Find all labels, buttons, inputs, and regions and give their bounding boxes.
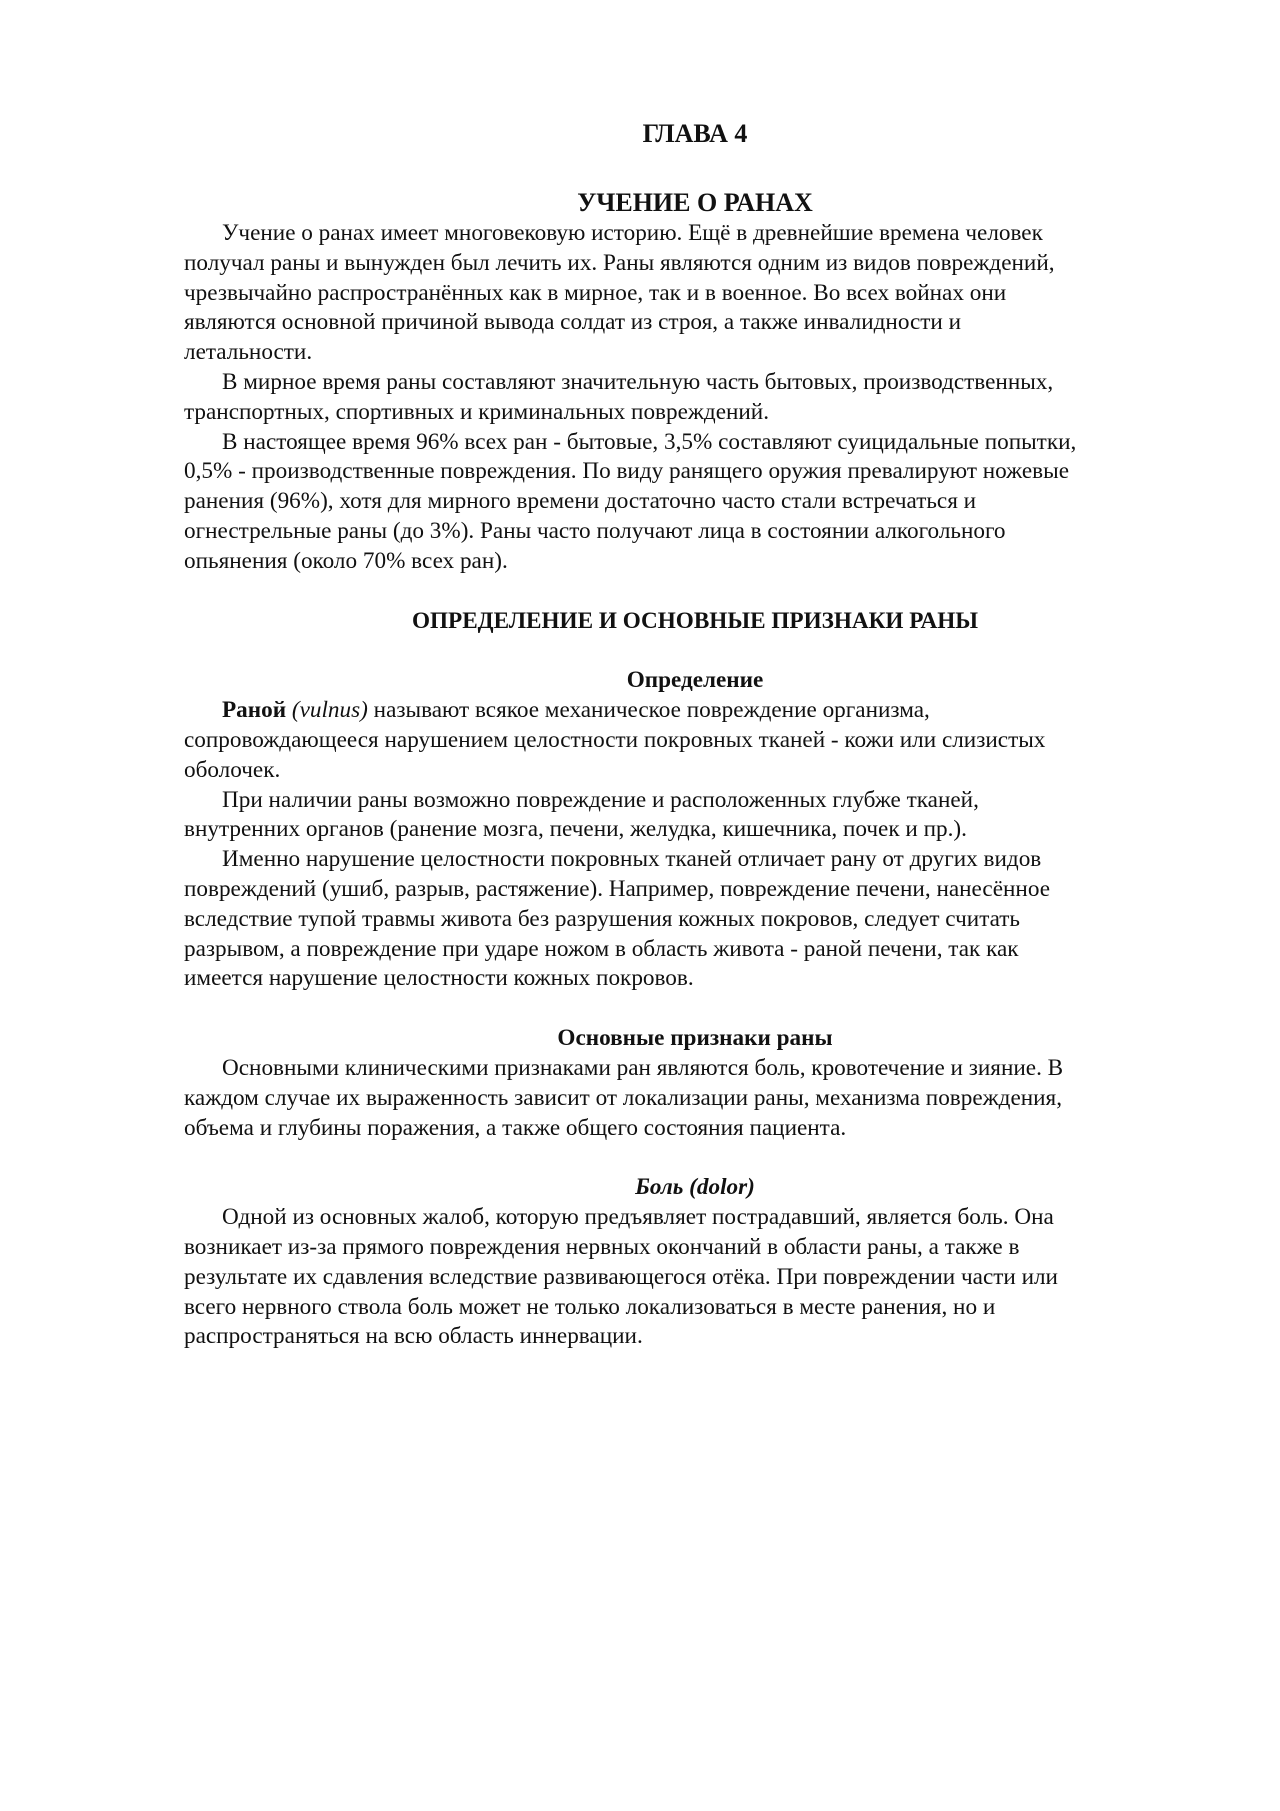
pain-heading: Боль (dolor): [635, 1174, 755, 1201]
text-line: огнестрельные раны (до 3%). Раны часто получают лица в состоянии алкогольного: [184, 517, 1006, 544]
text-line: являются основной причиной вывода солдат из строя, а также инвалидности и: [184, 309, 962, 336]
text-line: В мирное время раны составляют значительную часть бытовых, производственных,: [222, 368, 1054, 395]
definition-heading: Определение: [626, 667, 764, 694]
text-line: вследствие тупой травмы живота без разрушения кожных покровов, следует считать: [184, 905, 1021, 932]
definition-paragraph: [184, 696, 1184, 785]
definition-first-line: [184, 696, 1184, 726]
document-page: [184, 118, 1184, 1352]
text-line: объема и глубины поражения, а также общего состояния пациента.: [184, 1114, 847, 1141]
text-line: получал раны и вынужден был лечить их. Раны являются одним из видов повреждений,: [184, 249, 1055, 276]
text-line: результате их сдавления вследствие развивающегося отёка. При повреждении части или: [184, 1263, 1058, 1290]
pain-paragraph: [184, 1203, 1184, 1352]
text-line: ранения (96%), хотя для мирного времени достаточно часто стали встречаться и: [184, 488, 977, 515]
depth-paragraph: [184, 786, 1184, 846]
text-line: транспортных, спортивных и криминальных повреждений.: [184, 398, 770, 425]
intro-paragraph-2: [184, 368, 1184, 428]
text-line: разрывом, а повреждение при ударе ножом в область живота - раной печени, так как: [184, 935, 1019, 962]
text-line: летальности.: [184, 339, 313, 366]
intro-paragraph-1: [184, 219, 1184, 368]
text-line: опьянения (около 70% всех ран).: [184, 547, 508, 574]
text-line: возникает из-за прямого повреждения нервных окончаний в области раны, а также в: [184, 1233, 1020, 1260]
signs-heading: Основные признаки раны: [557, 1025, 833, 1052]
definition-text: называют всякое механическое повреждение организма,: [367, 697, 930, 724]
section-title: ОПРЕДЕЛЕНИЕ И ОСНОВНЫЕ ПРИЗНАКИ РАНЫ: [411, 607, 979, 634]
definition-latin: (vulnus): [291, 697, 368, 724]
text-line: 0,5% - производственные повреждения. По виду ранящего оружия превалируют ножевые: [184, 458, 1069, 485]
text-line: имеется нарушение целостности кожных покровов.: [184, 965, 694, 992]
chapter-title: УЧЕНИЕ О РАНАХ: [577, 188, 813, 217]
chapter-number: ГЛАВА 4: [642, 119, 748, 148]
distinction-paragraph: [184, 845, 1184, 994]
text-line: распространяться на всю область иннервации.: [184, 1323, 643, 1350]
text-line: В настоящее время 96% всех ран - бытовые, 3,5% составляют суицидальные попытки,: [222, 428, 1077, 455]
text-line: повреждений (ушиб, разрыв, растяжение). Например, повреждение печени, нанесённое: [184, 875, 1050, 902]
text-line: оболочек.: [184, 756, 281, 783]
text-line: Именно нарушение целостности покровных тканей отличает рану от других видов: [222, 846, 1042, 873]
text-line: Учение о ранах имеет многовековую историю. Ещё в древнейшие времена человек: [222, 220, 1043, 246]
signs-paragraph: [184, 1054, 1184, 1143]
text-line: внутренних органов (ранение мозга, печени, желудка, кишечника, почек и пр.).: [184, 816, 967, 843]
text-line: Одной из основных жалоб, которую предъявляет пострадавший, является боль. Она: [222, 1204, 1054, 1231]
definition-term: Раной: [222, 697, 287, 724]
text-line: сопровождающееся нарушением целостности покровных тканей - кожи или слизистых: [184, 726, 1046, 753]
text-line: При наличии раны возможно повреждение и расположенных глубже тканей,: [222, 786, 979, 813]
text-line: Основными клиническими признаками ран являются боль, кровотечение и зияние. В: [222, 1054, 1064, 1081]
text-line: чрезвычайно распространённых как в мирное, так и в военное. Во всех войнах они: [184, 279, 1007, 306]
text-line: всего нервного ствола боль может не только локализоваться в месте ранения, но и: [184, 1293, 996, 1320]
text-line: каждом случае их выраженность зависит от локализации раны, механизма повреждения,: [184, 1084, 1063, 1111]
intro-paragraph-3: [184, 428, 1184, 577]
